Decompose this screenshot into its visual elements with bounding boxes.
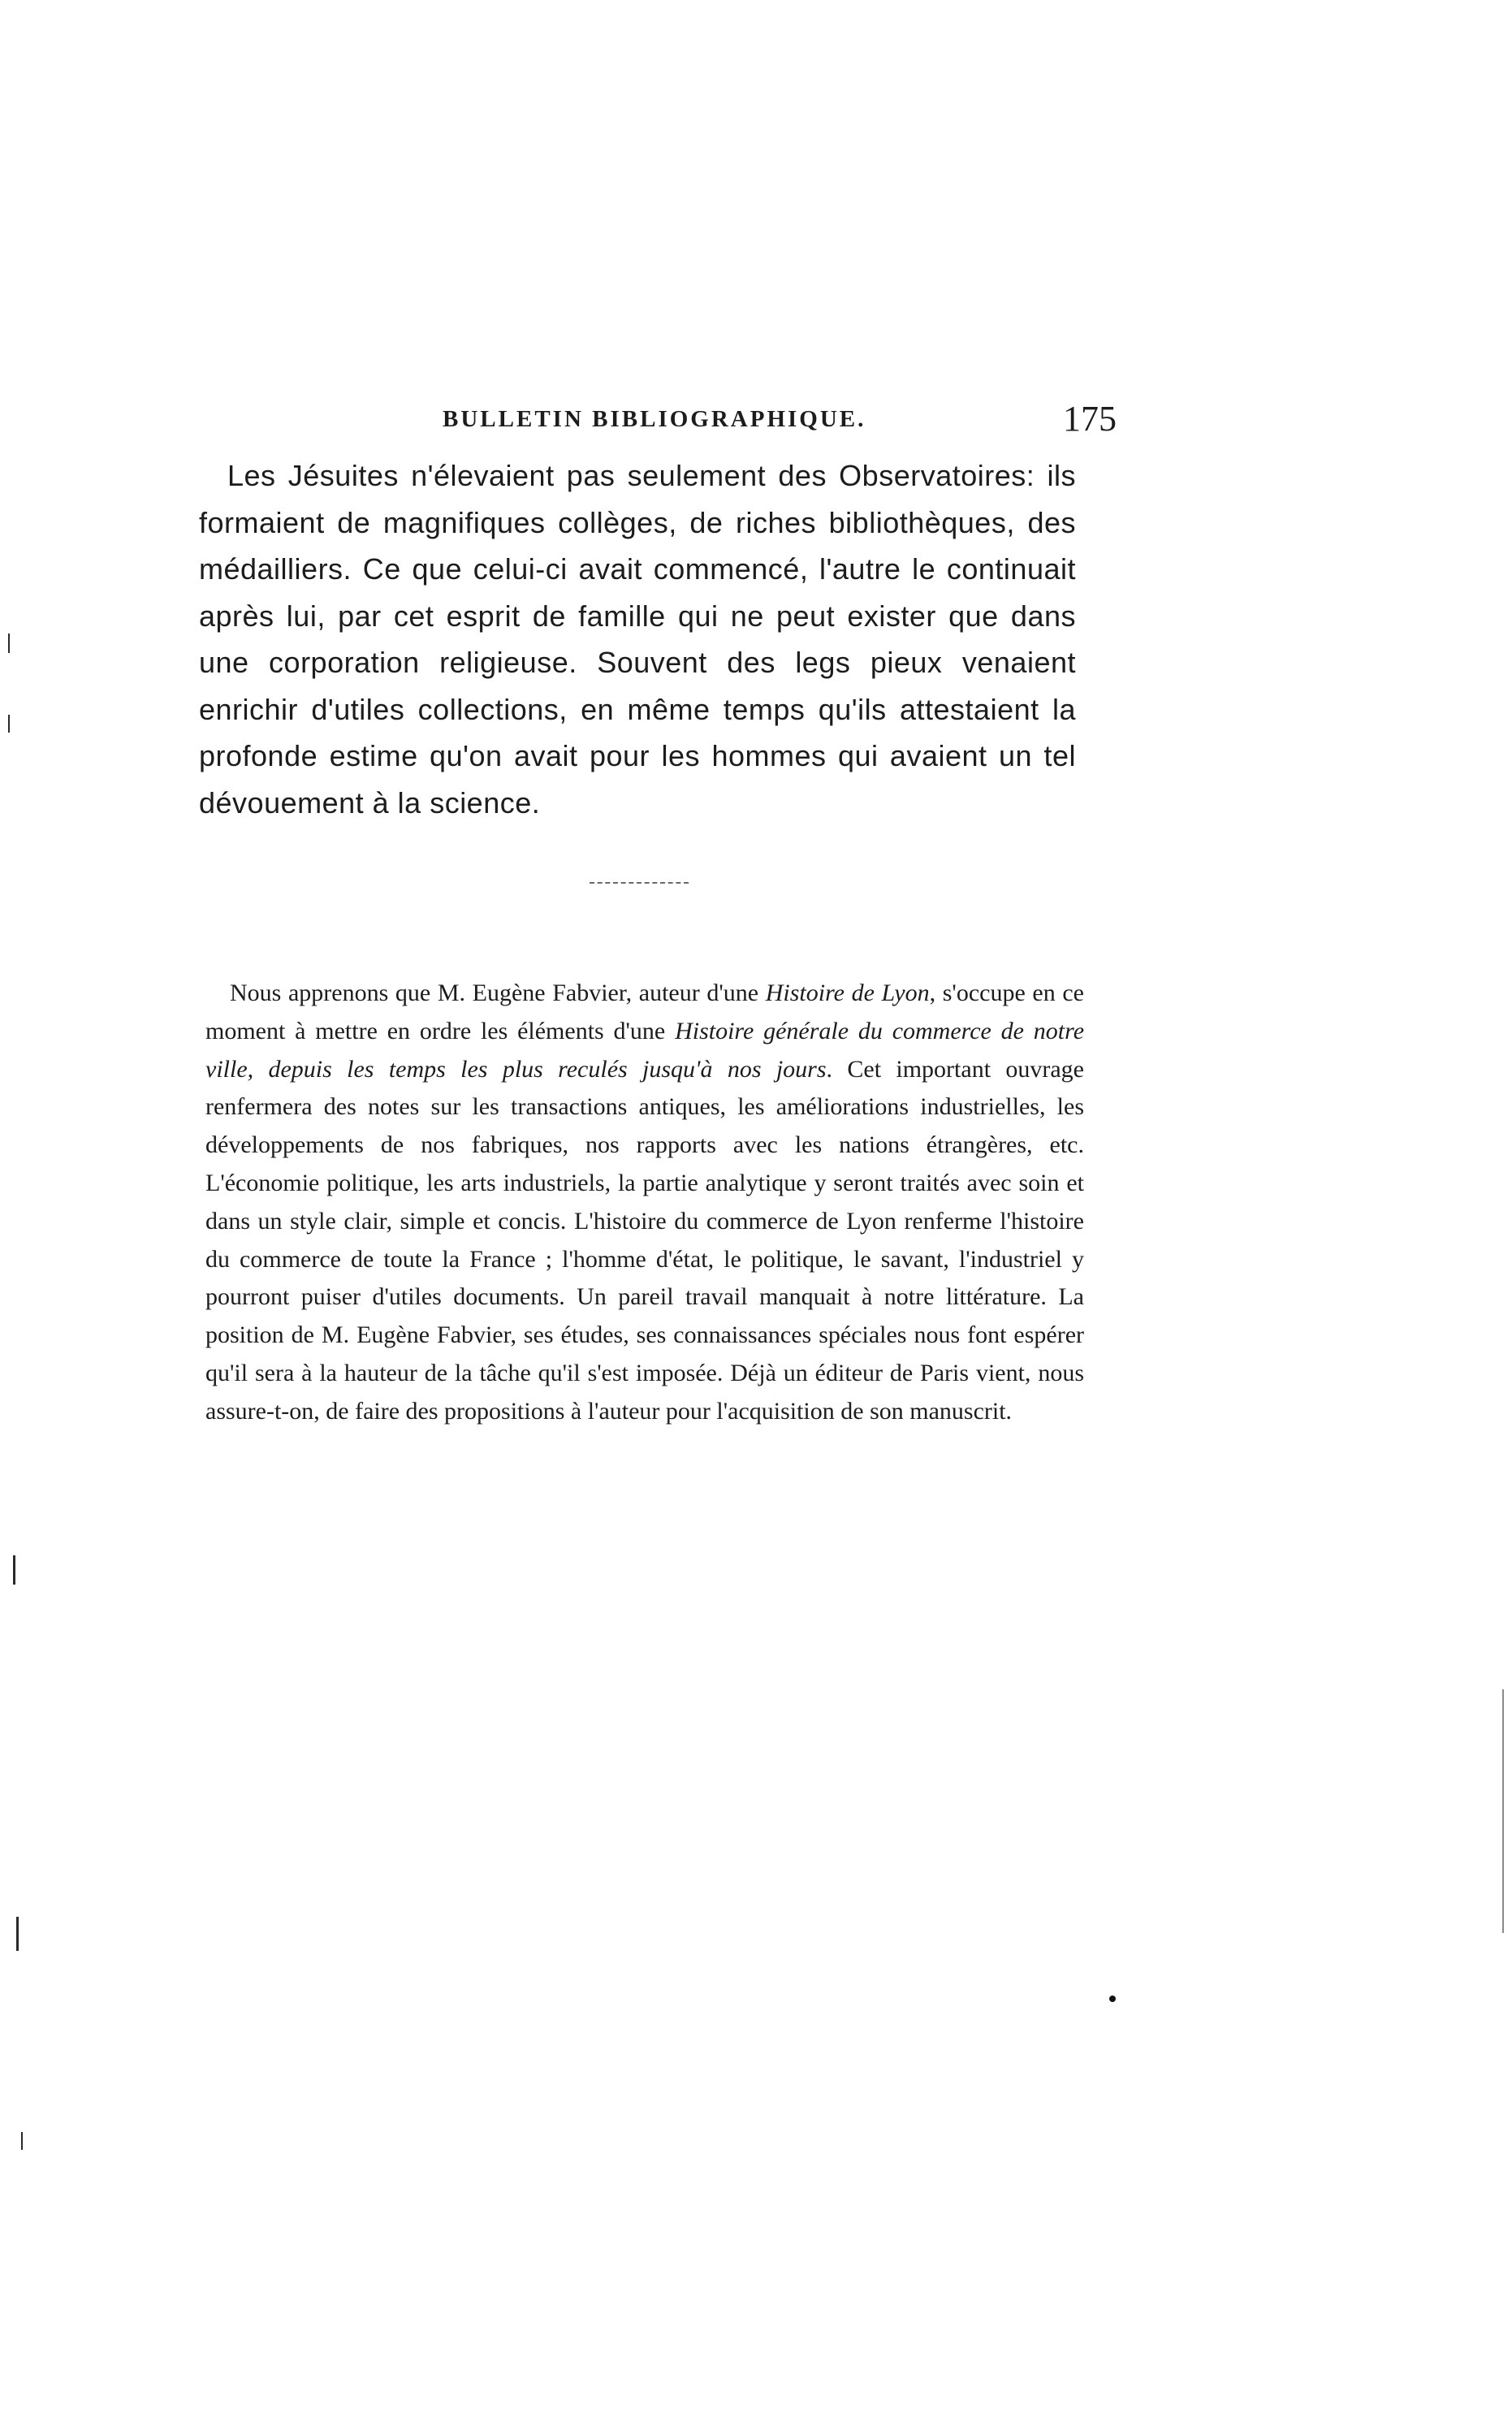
scan-artifact (13, 1555, 15, 1585)
ink-speck (1109, 1996, 1116, 2002)
paragraph-jesuites (199, 452, 1076, 826)
scan-artifact (16, 1917, 19, 1951)
page-number: 175 (1063, 399, 1117, 439)
book-title-histoire-generale: Histoire générale du commerce de notre ville, depuis les temps les plus reculés jusqu'à nos jours (205, 1017, 1085, 1083)
paragraph-jesuites-text: Les Jésuites n'élevaient pas seulement des Observatoires: ils formaient de magnifiques collèges, de riches bibliothèques, des médailliers. Ce que celui-ci avait commencé, l'autre le continuait après lui, par cet esprit de famille qui ne peut exister que dans une corporation religieuse. Souvent des legs pieux venaient enrichir d'utiles collections, en même temps qu'ils attestaient la profonde estime qu'on avait pour les hommes qui avaient un tel dévouement à la science. (199, 459, 1076, 819)
running-head: BULLETIN BIBLIOGRAPHIQUE. (443, 406, 866, 432)
scan-artifact (1502, 1689, 1504, 1933)
paragraph-fabvier-rest: . Cet important ouvrage renfermera des notes sur les transactions antiques, les améliorations industrielles, les développements de nos fabriques, nos rapports avec les nations étrangères, etc. L'économie politique, les arts industriels, la partie analytique y seront traités avec soin et dans un style clair, simple et concis. L'histoire du commerce de Lyon renferme l'histoire du commerce de toute la France ; l'homme d'état, le politique, le savant, l'industriel y pourront puiser d'utiles documents. Un pareil travail manquait à notre littérature. La position de M. Eugène Fabvier, ses études, ses connaissances spéciales nous font espérer qu'il sera à la hauteur de la tâche qu'il s'est imposée. Déjà un éditeur de Paris vient, nous assure-t-on, de faire des propositions à l'auteur pour l'acquisition de son manuscrit. (205, 1055, 1084, 1425)
section-separator (590, 882, 689, 884)
scan-artifact (8, 715, 10, 733)
paragraph-fabvier-intro: Nous apprenons que M. Eugène Fabvier, auteur d'une (230, 979, 766, 1006)
paragraph-fabvier-mid: , s'occupe en ce moment à mettre en ordre les éléments d'une (205, 979, 1084, 1044)
scan-artifact (8, 634, 10, 653)
paragraph-fabvier (205, 975, 1084, 1431)
scan-artifact (21, 2132, 23, 2150)
book-title-histoire-de-lyon: Histoire de Lyon (765, 979, 930, 1006)
